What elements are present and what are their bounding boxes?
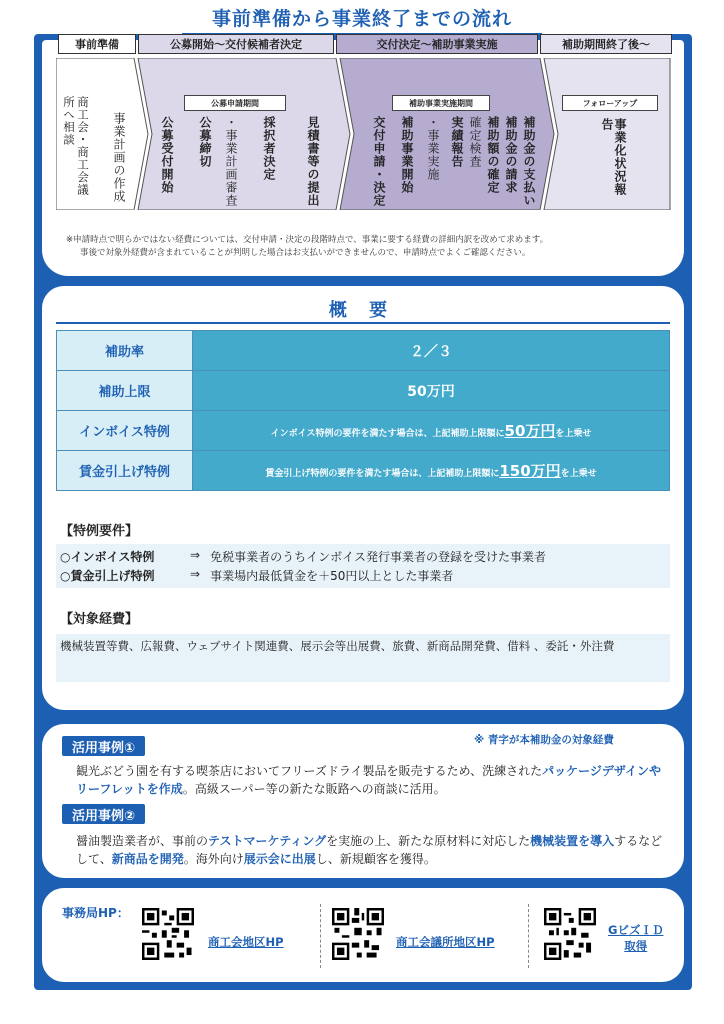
table-row [57, 411, 670, 451]
note-line-1: ※申請時点で明らかではない経費については、交付申請・決定の段階時点で、事業に要する経費の詳細内訳を改めて求めます。 [66, 235, 549, 245]
requirement-desc: 事業場内最低賃金を＋50円以上とした事業者 [210, 569, 454, 583]
case2-text [76, 832, 666, 868]
row-label: 賃金引上げ特例 [57, 451, 193, 491]
qr-code-gbiz[interactable] [544, 908, 596, 960]
case2-highlight-3: 新商品を開発 [111, 852, 184, 866]
step-shiharai: 補助金の支払い [522, 116, 536, 207]
overview-title-underline [56, 322, 670, 324]
case1-text [76, 762, 666, 798]
step-kofu: 交付申請・決定 [372, 116, 386, 207]
invoice-amount: 50万円 [504, 422, 556, 440]
qr-code-shokokai[interactable] [142, 908, 194, 960]
row-value: 50万円 [193, 371, 670, 411]
step-kensa: 確定検査 [468, 116, 482, 168]
overview-title: 概 要 [328, 300, 396, 321]
case2-highlight-1: テストマーケティング [208, 834, 327, 848]
flow-chevrons [56, 58, 676, 210]
row-label: インボイス特例 [57, 411, 193, 451]
step-jisseki: 実績報告 [450, 116, 464, 168]
requirement-name: ○インボイス特例 [60, 550, 155, 564]
requirement-row [60, 567, 453, 584]
requirement-row [60, 548, 546, 565]
qr-code-shokokaigisho[interactable] [332, 908, 384, 960]
step-consult: 商工会・商工会議所へ相談 [62, 96, 90, 196]
case2-text-5: し、新規顧客を獲得。 [315, 852, 436, 866]
wage-amount: 150万円 [499, 462, 561, 480]
phase-koubo: 公募開始～交付候補者決定 [138, 34, 334, 54]
expenses-list: 機械装置等費、広報費、ウェブサイト関連費、展示会等出展費、旅費、新商品開発費、借料 、委託・外注費 [56, 634, 670, 682]
table-row [57, 371, 670, 411]
step-quote: 見積書等の提出 [306, 116, 320, 207]
invoice-text-post: を上乗せ [555, 429, 592, 439]
case2-text-1: 醤油製造業者が、事前の [76, 834, 209, 848]
case1-tag: 活用事例① [62, 736, 145, 756]
step-koubo-close: 公募締切 [198, 116, 212, 168]
step-plan: 事業計画の作成 [112, 112, 126, 203]
case2-highlight-4: 展示会に出展 [243, 852, 316, 866]
divider [320, 904, 321, 968]
link-shokokaigisho-hp[interactable]: 商工会議所地区HP [396, 935, 495, 949]
row-value [193, 411, 670, 451]
case2-text-3: するなどして、 [76, 834, 663, 866]
invoice-text-pre: インボイス特例の要件を満たす場合は、上記補助上限額に [270, 429, 505, 439]
table-row [57, 331, 670, 371]
case2-text-2: を実施の上、新たな原材料に対応した [326, 834, 531, 848]
row-label: 補助率 [57, 331, 193, 371]
flow-note [66, 234, 548, 260]
phase-follow: 補助期間終了後～ [540, 34, 672, 54]
step-report: 事業化状況報告 [600, 118, 627, 196]
phase-jigyou: 交付決定～補助事業実施 [336, 34, 538, 54]
table-row [57, 451, 670, 491]
requirements-heading: 【特例要件】 [60, 524, 139, 539]
phase-prep: 事前準備 [58, 34, 136, 54]
expenses-heading: 【対象経費】 [60, 612, 139, 627]
divider [528, 904, 529, 968]
wage-text-post: を上乗せ [560, 469, 597, 479]
gbiz-line-1: GビズＩＤ [608, 923, 664, 937]
subheader-jigyou: 補助事業実施期間 [392, 95, 490, 111]
step-jisshi: ・事業実施 [426, 116, 440, 181]
step-seikyu: 補助金の請求 [504, 116, 518, 194]
requirement-desc: 免税事業者のうちインボイス発行事業者の登録を受けた事業者 [210, 550, 546, 564]
step-koubo-start: 公募受付開始 [160, 116, 174, 194]
step-review: ・事業計画審査 [224, 116, 238, 207]
row-value: ２／３ [193, 331, 670, 371]
case1-text-1: 観光ぶどう園を有する喫茶店においてフリーズドライ製品を販売するため、洗練された [76, 764, 543, 778]
gbiz-line-2: 取得 [624, 939, 648, 953]
overview-table [56, 330, 670, 491]
subheader-koubo: 公募申請期間 [184, 95, 286, 111]
step-selected: 採択者決定 [262, 116, 276, 181]
arrow: ⇒ [190, 548, 201, 562]
row-label: 補助上限 [57, 371, 193, 411]
case1-text-2: 。高級スーパー等の新たな販路への商談に活用。 [182, 782, 446, 796]
case2-highlight-2: 機械装置を導入 [530, 834, 615, 848]
step-kakutei: 補助額の確定 [486, 116, 500, 194]
link-shokokai-hp[interactable]: 商工会地区HP [208, 935, 284, 949]
note-line-2: 事後で対象外経費が含まれていることが判明した場合はお支払いができませんので、申請時点でよくご確認ください。 [80, 248, 531, 258]
cases-note: ※ 青字が本補助金の対象経費 [474, 734, 614, 746]
case2-tag: 活用事例② [62, 804, 145, 824]
wage-text-pre: 賃金引上げ特例の要件を満たす場合は、上記補助上限額に [265, 469, 500, 479]
row-value [193, 451, 670, 491]
flow-title: 事前準備から事業終了までの流れ [0, 4, 724, 35]
link-gbiz[interactable] [608, 922, 663, 954]
hp-label: 事務局HP： [62, 906, 129, 920]
arrow: ⇒ [190, 567, 201, 581]
case1-highlight-1: パッケージデザインやリーフレットを作成 [76, 764, 662, 796]
subheader-follow: フォローアップ [562, 95, 658, 111]
step-jigyou-start: 補助事業開始 [400, 116, 414, 194]
case2-text-4: 。海外向け [183, 852, 244, 866]
requirement-name: ○賃金引上げ特例 [60, 569, 155, 583]
